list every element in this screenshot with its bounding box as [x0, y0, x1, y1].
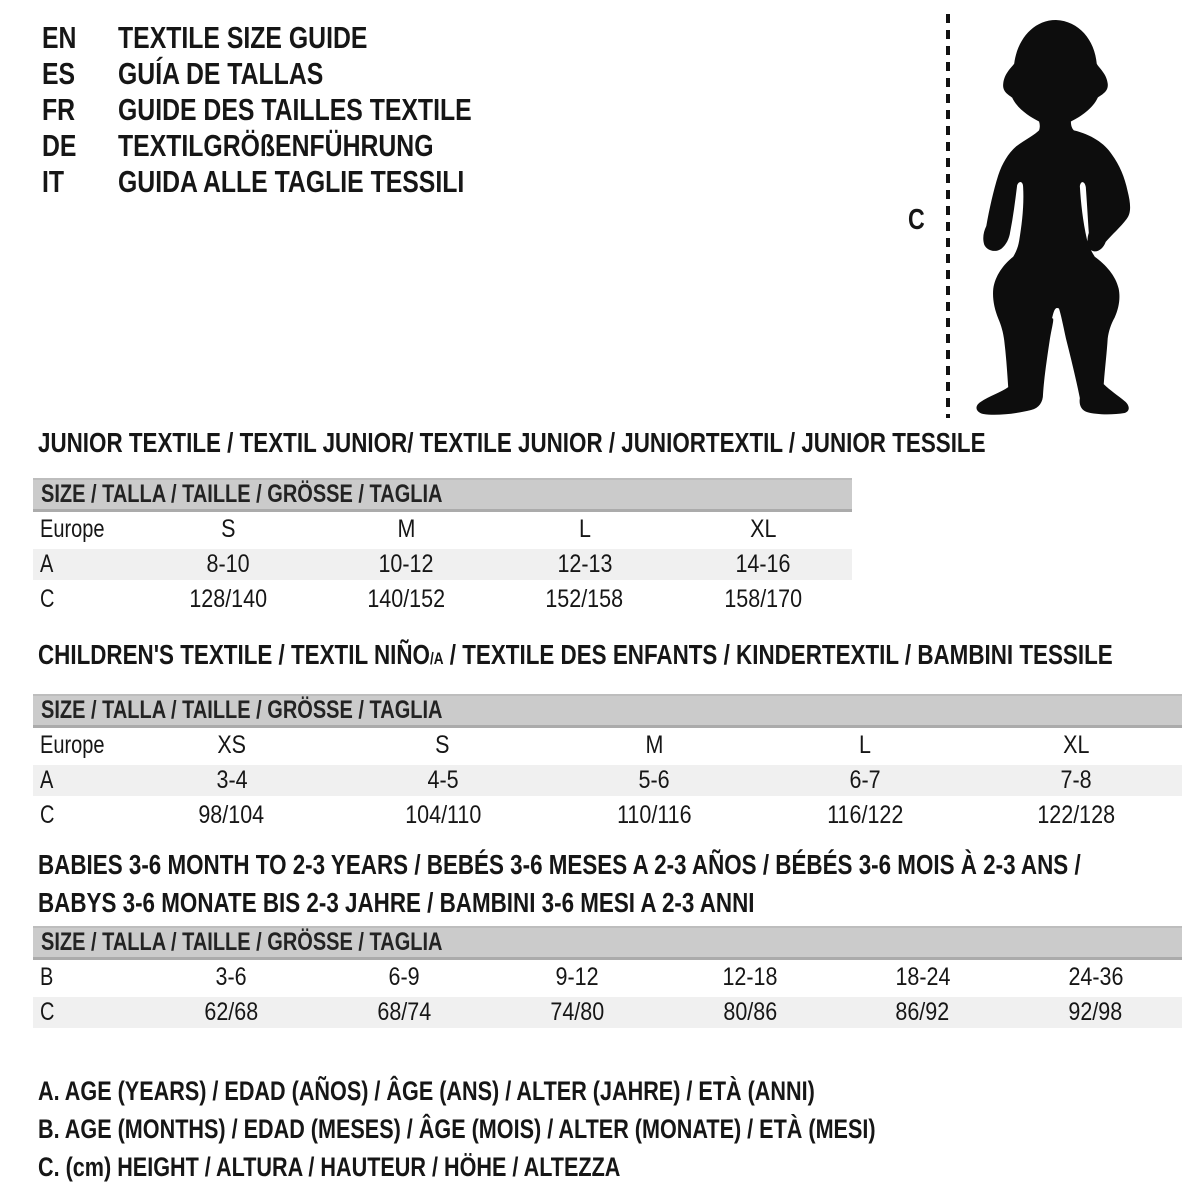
size-header-band: SIZE / TALLA / TAILLE / GRÖSSE / TAGLIA [33, 478, 852, 512]
language-row-fr [42, 92, 560, 128]
size-cell: S [435, 731, 450, 759]
language-row-es [42, 56, 560, 92]
size-cell: XL [1063, 731, 1090, 759]
age-cell: 12-18 [722, 963, 778, 991]
height-cell: 104/110 [404, 801, 481, 829]
age-cell: 7-8 [1060, 766, 1092, 794]
size-cell: S [220, 515, 236, 543]
height-figure [900, 0, 1200, 440]
height-cell: 116/122 [827, 801, 904, 829]
height-dashed-line-icon [944, 12, 952, 420]
size-header-band: SIZE / TALLA / TAILLE / GRÖSSE / TAGLIA [33, 694, 1182, 728]
table-row-age [33, 549, 852, 580]
language-code: IT [42, 164, 65, 199]
height-cell: 140/152 [367, 585, 446, 613]
height-cell: 122/128 [1037, 801, 1116, 829]
age-cell: 9-12 [555, 963, 599, 991]
language-title: TEXTILGRÖßENFÜHRUNG [118, 128, 434, 163]
age-cell: 5-6 [638, 766, 670, 794]
height-cell: 86/92 [895, 998, 950, 1026]
language-code: FR [42, 92, 76, 127]
language-title-list [42, 20, 560, 200]
height-cell: 152/158 [545, 585, 624, 613]
height-cell: 80/86 [722, 998, 777, 1026]
toddler-silhouette-icon [958, 12, 1140, 420]
size-cell: M [397, 515, 416, 543]
height-cell: 92/98 [1068, 998, 1123, 1026]
language-title: TEXTILE SIZE GUIDE [118, 20, 368, 55]
table-row-height [33, 997, 1182, 1028]
junior-textile-section [33, 427, 986, 619]
section-title-junior: JUNIOR TEXTILE / TEXTIL JUNIOR/ TEXTILE JUNIOR / JUNIORTEXTIL / JUNIOR TESSILE [38, 427, 986, 458]
row-label: C [40, 585, 55, 613]
age-cell: 6-9 [388, 963, 420, 991]
row-label: Europe [40, 731, 105, 759]
size-header-band: SIZE / TALLA / TAILLE / GRÖSSE / TAGLIA [33, 926, 1182, 960]
measure-label-c: C [908, 204, 925, 236]
table-row-age-months [33, 962, 1182, 993]
legend-line-b: B. AGE (MONTHS) / EDAD (MESES) / ÂGE (MOIS) / ALTER (MONATE) / ETÀ (MESI) [38, 1114, 876, 1144]
language-row-en [42, 20, 560, 56]
row-label: B [40, 963, 54, 991]
table-row-height [33, 800, 1182, 831]
height-cell: 98/104 [198, 801, 265, 829]
height-cell: 62/68 [204, 998, 259, 1026]
age-cell: 24-36 [1068, 963, 1124, 991]
table-row-europe [33, 730, 1182, 761]
section-title-children: CHILDREN'S TEXTILE / TEXTIL NIÑO/A / TEXTILE DES ENFANTS / KINDERTEXTIL / BAMBINI TESSILE [38, 639, 1113, 670]
language-title: GUIDA ALLE TAGLIE TESSILI [118, 164, 465, 199]
language-title: GUIDE DES TAILLES TEXTILE [118, 92, 472, 127]
babies-textile-section [33, 846, 1182, 1032]
size-cell: XS [217, 731, 246, 759]
size-cell: L [859, 731, 872, 759]
language-code: EN [42, 20, 77, 55]
row-label: A [40, 766, 54, 794]
section-title-babies: BABIES 3-6 MONTH TO 2-3 YEARS / BEBÉS 3-6 MESES A 2-3 AÑOS / BÉBÉS 3-6 MOIS À 2-3 ANS / BABYS 3-6 MONATE BIS 2-3 JAHRE / BAMBINI 3-6 MESI A 2-3 ANNI [38, 849, 1081, 918]
height-cell: 74/80 [550, 998, 604, 1026]
row-label: C [40, 998, 55, 1026]
height-cell: 128/140 [189, 585, 267, 613]
legend-line-c: C. (cm) HEIGHT / ALTURA / HAUTEUR / HÖHE / ALTEZZA [38, 1152, 621, 1182]
size-cell: M [645, 731, 663, 759]
children-textile-section [33, 640, 1182, 835]
height-cell: 110/116 [616, 801, 692, 829]
legend-line-a: A. AGE (YEARS) / EDAD (AÑOS) / ÂGE (ANS) / ALTER (JAHRE) / ETÀ (ANNI) [38, 1076, 815, 1106]
age-cell: 10-12 [378, 550, 434, 578]
size-cell: L [578, 515, 591, 543]
age-cell: 12-13 [557, 550, 613, 578]
language-title: GUÍA DE TALLAS [118, 56, 324, 91]
table-row-age [33, 765, 1182, 796]
language-code: ES [42, 56, 76, 91]
height-cell: 68/74 [377, 998, 432, 1026]
measurement-legend [38, 1072, 1085, 1186]
age-cell: 6-7 [849, 766, 881, 794]
age-cell: 8-10 [206, 550, 250, 578]
age-cell: 14-16 [735, 550, 791, 578]
age-cell: 3-4 [216, 766, 248, 794]
row-label: Europe [40, 515, 105, 543]
row-label: A [40, 550, 54, 578]
age-cell: 3-6 [215, 963, 247, 991]
height-cell: 158/170 [724, 585, 802, 613]
size-cell: XL [749, 515, 777, 543]
language-row-it [42, 164, 560, 200]
row-label: C [40, 801, 55, 829]
table-row-europe [33, 514, 852, 545]
age-cell: 18-24 [895, 963, 951, 991]
nino-a-subscript: /A [429, 649, 444, 668]
language-code: DE [42, 128, 77, 163]
language-row-de [42, 128, 560, 164]
age-cell: 4-5 [427, 766, 459, 794]
table-row-height [33, 584, 852, 615]
